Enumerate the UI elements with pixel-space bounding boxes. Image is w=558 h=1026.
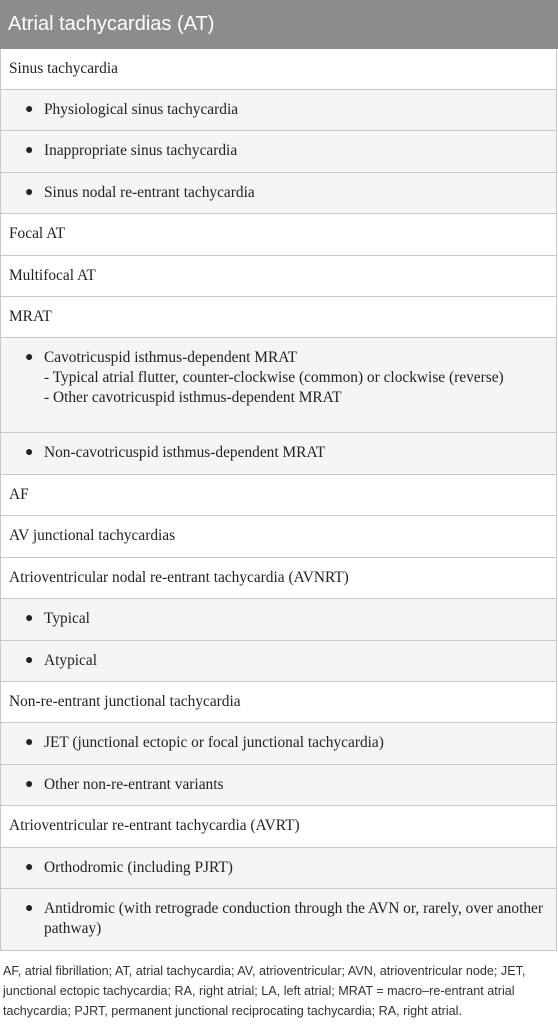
table-cell [1,433,557,475]
bullet-icon: ● [25,445,34,460]
table-cell [1,682,557,723]
table-body [0,49,557,951]
subcategory-label: Cavotricuspid isthmus-dependent MRAT [44,349,298,366]
bullet-icon: ● [25,185,34,200]
bullet-icon: ● [25,350,34,365]
subcategory-label: Other non-re-entrant variants [44,776,224,793]
bullet-icon: ● [25,611,34,626]
bullet-icon: ● [25,735,34,750]
bullet-icon: ● [25,102,34,117]
subtype-line: - Other cavotricuspid isthmus-dependent MRAT [44,389,342,406]
bullet-item [25,858,548,878]
subcategory-label: JET (junctional ectopic or focal junctional tachycardia) [44,734,384,751]
category-row [1,256,557,297]
subcategory-row [1,765,557,806]
subcategory-label: Sinus nodal re-entrant tachycardia [44,184,255,201]
category-row [1,49,557,90]
table-cell [1,848,557,889]
subcategory-row [1,90,557,131]
bullet-icon: ● [25,901,34,916]
bullet-item [25,141,548,161]
table-title: Atrial tachycardias (AT) [8,13,215,35]
table-cell [1,256,557,297]
subcategory-row [1,889,557,951]
table-cell [1,599,557,641]
table-header [0,0,558,49]
bullet-icon: ● [25,143,34,158]
subcategory-label: Non-cavotricuspid isthmus-dependent MRAT [44,444,326,461]
category-label: Atrioventricular re-entrant tachycardia (AVRT) [9,817,300,834]
table-cell [1,765,557,806]
subcategory-row [1,723,557,765]
table-cell [1,131,557,173]
subcategory-row [1,131,557,173]
bullet-item [25,609,548,629]
bullet-icon: ● [25,777,34,792]
category-row [1,214,557,256]
category-label: Atrioventricular nodal re-entrant tachycardia (AVNRT) [9,569,349,586]
category-row [1,297,557,338]
table-cell [1,516,557,558]
bullet-item [25,899,548,939]
category-label: MRAT [9,308,52,325]
table-cell [1,297,557,338]
bullet-item [25,183,548,203]
subcategory-label: Atypical [44,652,97,669]
subcategory-row [1,173,557,214]
table-cell [1,723,557,765]
category-row [1,475,557,516]
category-label: Focal AT [9,225,65,242]
subtype-line: - Typical atrial flutter, counter-clockwise (common) or clockwise (reverse) [44,369,504,386]
subcategory-row [1,599,557,641]
subcategory-label: Physiological sinus tachycardia [44,101,239,118]
category-label: AF [9,486,29,503]
table-cell [1,338,557,433]
category-label: Sinus tachycardia [9,60,118,77]
subcategory-row [1,338,557,433]
subcategory-label: Orthodromic (including PJRT) [44,859,233,876]
subcategory-row [1,848,557,889]
category-label: AV junctional tachycardias [9,527,176,544]
table-cell [1,49,557,90]
bullet-item [25,348,548,368]
table-cell [1,558,557,599]
subcategory-label: Antidromic (with retrograde conduction through the AVN or, rarely, over another pathway) [44,900,544,937]
category-row [1,806,557,848]
subcategory-row [1,641,557,682]
table-cell [1,806,557,848]
category-row [1,682,557,723]
category-row [1,558,557,599]
category-label: Multifocal AT [9,267,96,284]
bullet-icon: ● [25,860,34,875]
bullet-item [25,443,548,463]
table-cell [1,641,557,682]
bullet-item [25,651,548,671]
subcategory-label: Inappropriate sinus tachycardia [44,142,238,159]
table-cell [1,475,557,516]
table-cell [1,90,557,131]
bullet-item [25,775,548,795]
bullet-icon: ● [25,653,34,668]
table-cell [1,214,557,256]
bullet-item [25,100,548,120]
table-cell [1,173,557,214]
subcategory-label: Typical [44,610,90,627]
category-row [1,516,557,558]
subcategory-row [1,433,557,475]
table-footnote: AF, atrial fibrillation; AT, atrial tachycardia; AV, atrioventricular; AVN, atrioventricular node; JET, junctional ectopic tachycardia; RA, right atrial; LA, left atrial; MRAT = macro–re-entrant atrial tachycardia; PJRT, permanent junctional reciprocating tachycardia; RA, right atrial. [3,964,526,1018]
table-cell [1,889,557,951]
bullet-item [25,733,548,753]
category-label: Non-re-entrant junctional tachycardia [9,693,241,710]
